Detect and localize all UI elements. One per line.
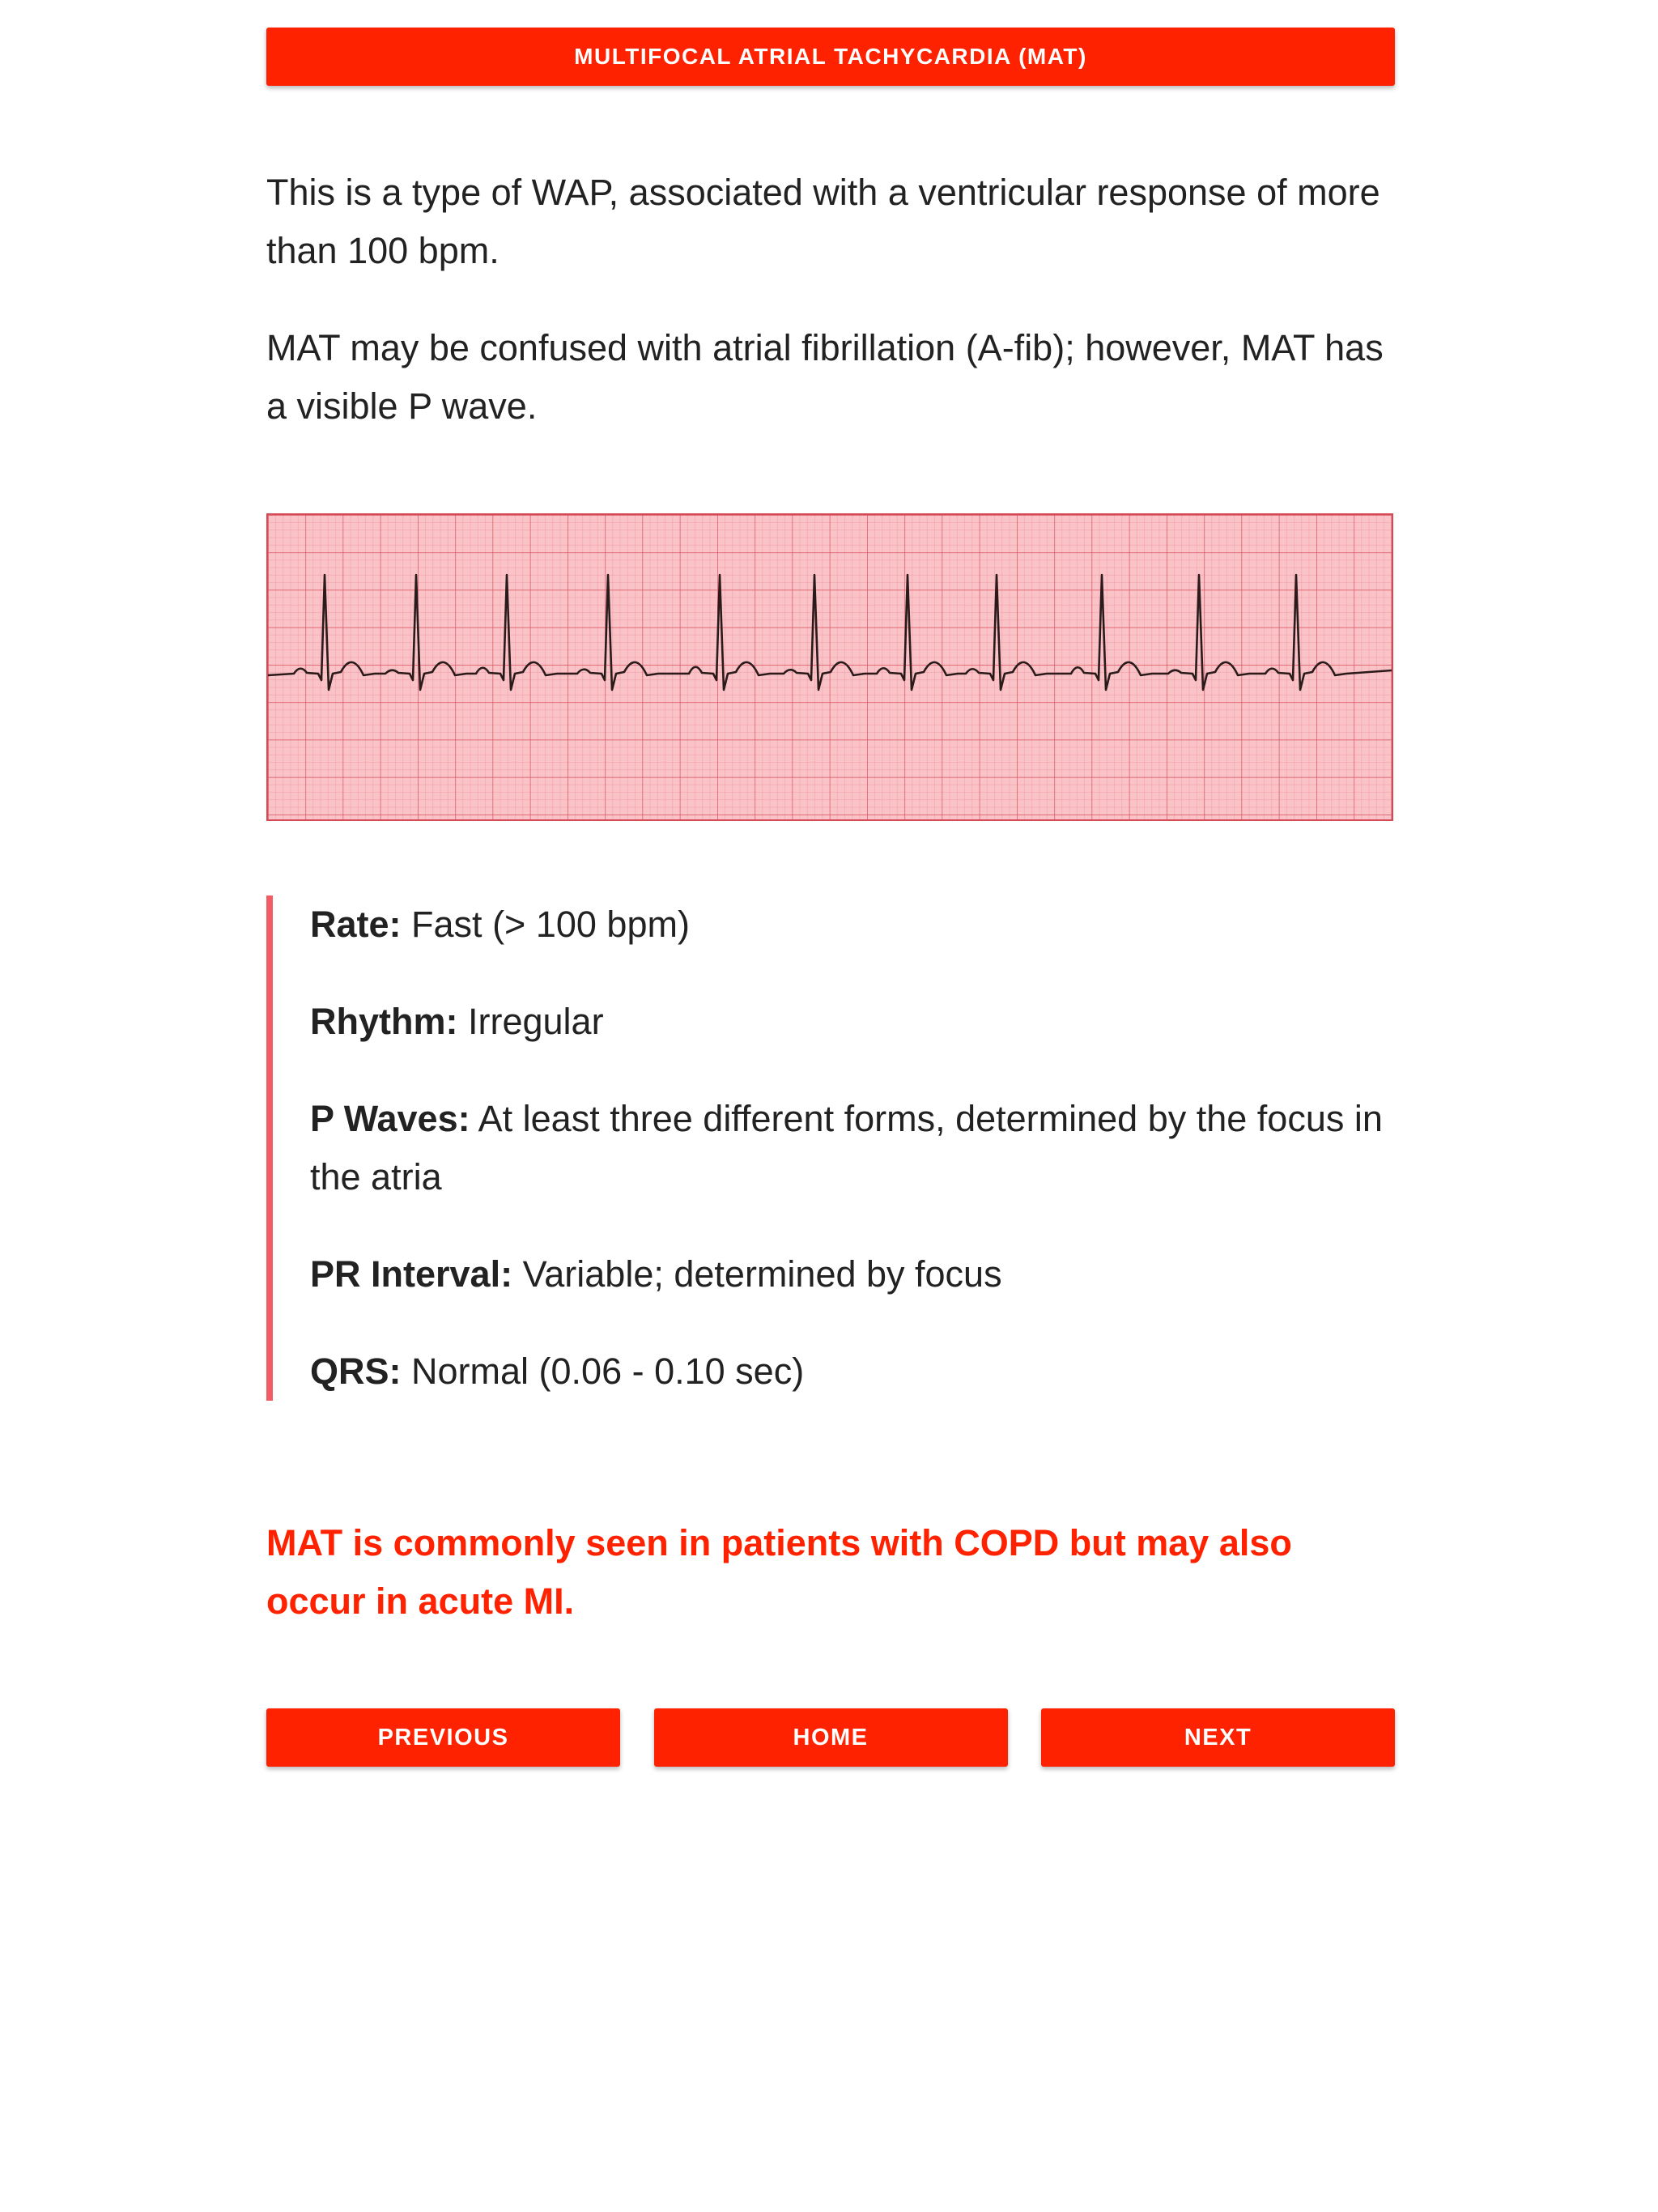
criteria-qrs-label: QRS: xyxy=(310,1351,402,1392)
criteria-rate xyxy=(310,895,1395,954)
intro-paragraph-2: MAT may be confused with atrial fibrillation (A-fib); however, MAT has a visible P wave. xyxy=(266,327,1384,427)
navigation-bar xyxy=(266,1708,1395,1767)
criteria-qrs xyxy=(310,1342,1395,1401)
criteria-rate-value: Fast (> 100 bpm) xyxy=(411,904,690,945)
criteria-rhythm-value: Irregular xyxy=(468,1001,604,1042)
criteria-pr-interval xyxy=(310,1245,1395,1304)
criteria-pr-interval-label: PR Interval: xyxy=(310,1253,513,1295)
intro-paragraph-1: This is a type of WAP, associated with a ventricular response of more than 100 bpm. xyxy=(266,172,1380,271)
home-button[interactable]: HOME xyxy=(654,1708,1008,1767)
ecg-strip-image xyxy=(266,513,1393,821)
ecg-strip-graphic xyxy=(268,515,1392,819)
content-column xyxy=(266,28,1395,1767)
criteria-qrs-value: Normal (0.06 - 0.10 sec) xyxy=(411,1351,805,1392)
criteria-rate-label: Rate: xyxy=(310,904,402,945)
criteria-pr-interval-value: Variable; determined by focus xyxy=(522,1253,1002,1295)
next-button[interactable]: NEXT xyxy=(1041,1708,1395,1767)
criteria-p-waves-label: P Waves: xyxy=(310,1098,470,1139)
previous-button[interactable]: PREVIOUS xyxy=(266,1708,620,1767)
criteria-rhythm xyxy=(310,993,1395,1051)
criteria-p-waves-value: At least three different forms, determined by the focus in the atria xyxy=(310,1098,1383,1197)
criteria-blockquote xyxy=(266,895,1395,1401)
page-title-bar: MULTIFOCAL ATRIAL TACHYCARDIA (MAT) xyxy=(266,28,1395,86)
clinical-note-callout: MAT is commonly seen in patients with COPD but may also occur in acute MI. xyxy=(266,1522,1292,1622)
criteria-rhythm-label: Rhythm: xyxy=(310,1001,458,1042)
criteria-p-waves xyxy=(310,1090,1395,1206)
